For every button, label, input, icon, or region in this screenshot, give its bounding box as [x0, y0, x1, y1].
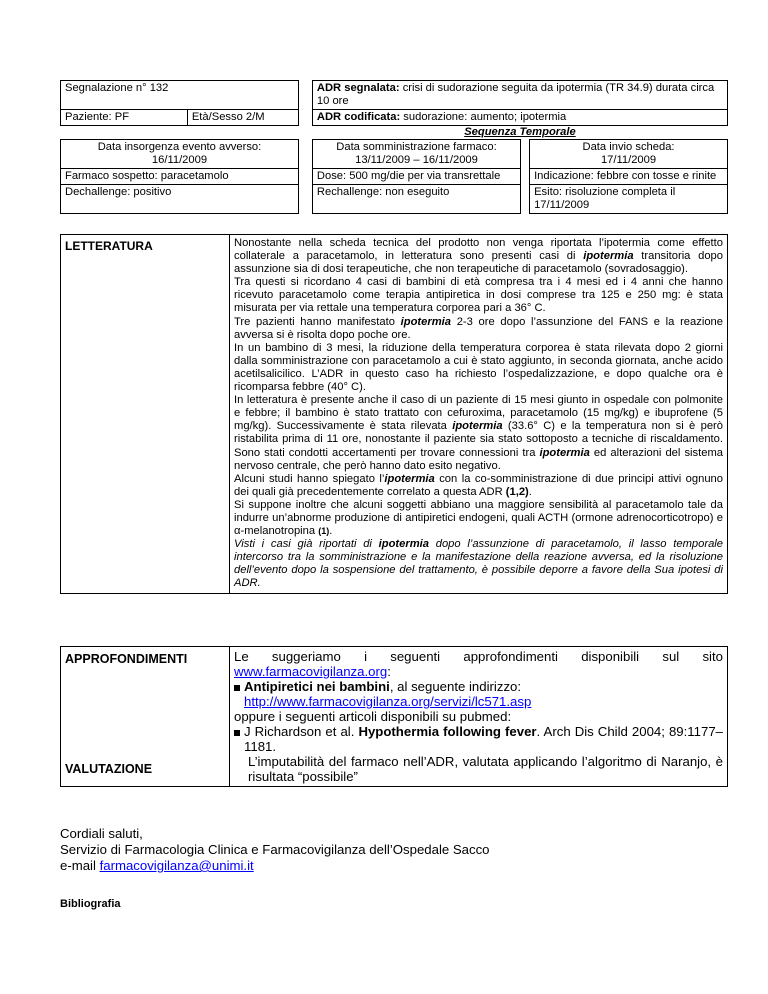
approfondimenti-text: Le suggeriamo i seguenti approfondimenti disponibili sul sito www.farmacovigilanza.org: Antipiretici nei bambini, al seguente indirizzo: http://www.farmacovigilanza.org/servizi/lc571.asp oppure i seguenti articoli disponibili su pubmed: J Richardson et al. Hypothermia following fever. Arch Dis Child 2004; 89:1177–1181. L’imputabilità del farmaco nell’ADR, valutata applicando l’algoritmo di Naranjo, è risultata “possibile” — [230, 647, 728, 787]
segnalazione-cell: Segnalazione n° 132 — [61, 81, 299, 110]
letteratura-section — [60, 234, 728, 594]
email-link[interactable]: farmacovigilanza@unimi.it — [99, 858, 254, 873]
adr-codificata-cell: ADR codificata: sudorazione: aumento; ipotermia — [312, 110, 727, 126]
approfondimenti-section — [60, 646, 728, 787]
rechallenge-cell: Rechallenge: non eseguito — [312, 185, 520, 214]
bullet-icon — [234, 685, 240, 691]
valutazione-label: VALUTAZIONE — [65, 762, 153, 776]
dose-cell: Dose: 500 mg/die per via transrettale — [312, 169, 520, 185]
paziente-cell: Paziente: PF — [61, 110, 188, 126]
farmaco-cell: Farmaco sospetto: paracetamolo — [61, 169, 299, 185]
report-header — [60, 80, 728, 214]
letteratura-text: Nonostante nella scheda tecnica del prodotto non venga riportata l’ipotermia come effetto collaterale a paracetamolo, in letteratura sono presenti casi di ipotermia transitoria dopo assunzione sia di dosi terapeutiche, che non terapeutiche di paracetamolo (sovradosaggio). Tra questi si ricordano 4 casi di bambini di età compresa tra i 4 mesi ed i 4 anni che hanno ricevuto paracetamolo come terapia antipiretica in dosi comprese tra 125 e 250 mg: è stata misurata per via rettale una temperatura corporea pari a 36° C. Tre pazienti hanno manifestato ipotermia 2-3 ore dopo l’assunzione del FANS e la reazione avversa si è risolta dopo poche ore. In un bambino di 3 mesi, la riduzione della temperatura corporea è stata rilevata dopo 2 giorni dalla somministrazione con paracetamolo a cui è stato aggiunto, in seconda giornata, anche acido acetilsalicilico. L’ADR in questo caso ha richiesto l’ospedalizzazione, e dopo qualche ora è ricomparsa febbre (40° C). In letteratura è presente anche il caso di un paziente di 15 mesi giunto in ospedale con polmonite e febbre; il bambino è stato trattato con cefuroxima, paracetamolo (15 mg/kg) e ibuprofene (5 mg/kg). Successivamente è stata rilevata ipotermia (33.6° C) e la temperatura non si è però ristabilita prima di 11 ore, nonostante il paziente sia stato sottoposto a tecniche di riscaldamento. Sono stati condotti accertamenti per trovare connessioni tra ipotermia ed alterazioni del sistema nervoso centrale, che però hanno dato esito negativo. Alcuni studi hanno spiegato l’ipotermia con la co-somministrazione di due principi attivi ognuno dei quali già precedentemente correlato a questa ADR (1,2). Si suppone inoltre che alcuni soggetti abbiano una maggiore sensibilità al paracetamolo tale da indurre un’abnorme produzione di antipiretici endogeni, quali ACTH (ormone adrenocorticotropo) e α-melanotropina (1). Visti i casi già riportati di ipotermia dopo l’assunzione di paracetamolo, il lasso temporale intercorso tra la somministrazione e la manifestazione della reazione avversa, ed la risoluzione dell’evento dopo la sospensione del trattamento, è possibile deporre a favore della Sua ipotesi di ADR. — [230, 235, 728, 594]
bibliografia-heading: Bibliografia — [60, 898, 121, 910]
closing-block: Cordiali saluti, Servizio di Farmacologia Clinica e Farmacovigilanza dell’Ospedale Sacco e-mail farmacovigilanza@unimi.it — [60, 826, 490, 873]
adr-cell: ADR segnalata: crisi di sudorazione seguita da ipotermia (TR 34.9) durata circa 10 ore — [312, 81, 727, 110]
valutazione-text: L’imputabilità del farmaco nell’ADR, valutata applicando l’algoritmo di Naranjo, è risultata “possibile” — [248, 754, 723, 784]
data-insorgenza-cell: Data insorgenza evento avverso: 16/11/2009 — [61, 140, 299, 169]
dechallenge-cell: Dechallenge: positivo — [61, 185, 299, 214]
sequenza-title: Sequenza Temporale — [464, 126, 576, 138]
approfondimenti-label: APPROFONDIMENTI VALUTAZIONE — [61, 647, 230, 787]
data-invio-cell: Data invio scheda: 17/11/2009 — [530, 140, 728, 169]
bullet-icon — [234, 730, 240, 736]
esito-cell: Esito: risoluzione completa il 17/11/2009 — [530, 185, 728, 214]
antipiretici-link[interactable]: http://www.farmacovigilanza.org/servizi/lc571.asp — [244, 694, 532, 709]
indicazione-cell: Indicazione: febbre con tosse e rinite — [530, 169, 728, 185]
letteratura-label: LETTERATURA — [61, 235, 230, 594]
eta-sesso-cell: Età/Sesso 2/M — [187, 110, 298, 126]
data-somministrazione-cell: Data somministrazione farmaco: 13/11/2009 – 16/11/2009 — [312, 140, 520, 169]
farmacovigilanza-link[interactable]: www.farmacovigilanza.org — [234, 664, 388, 679]
